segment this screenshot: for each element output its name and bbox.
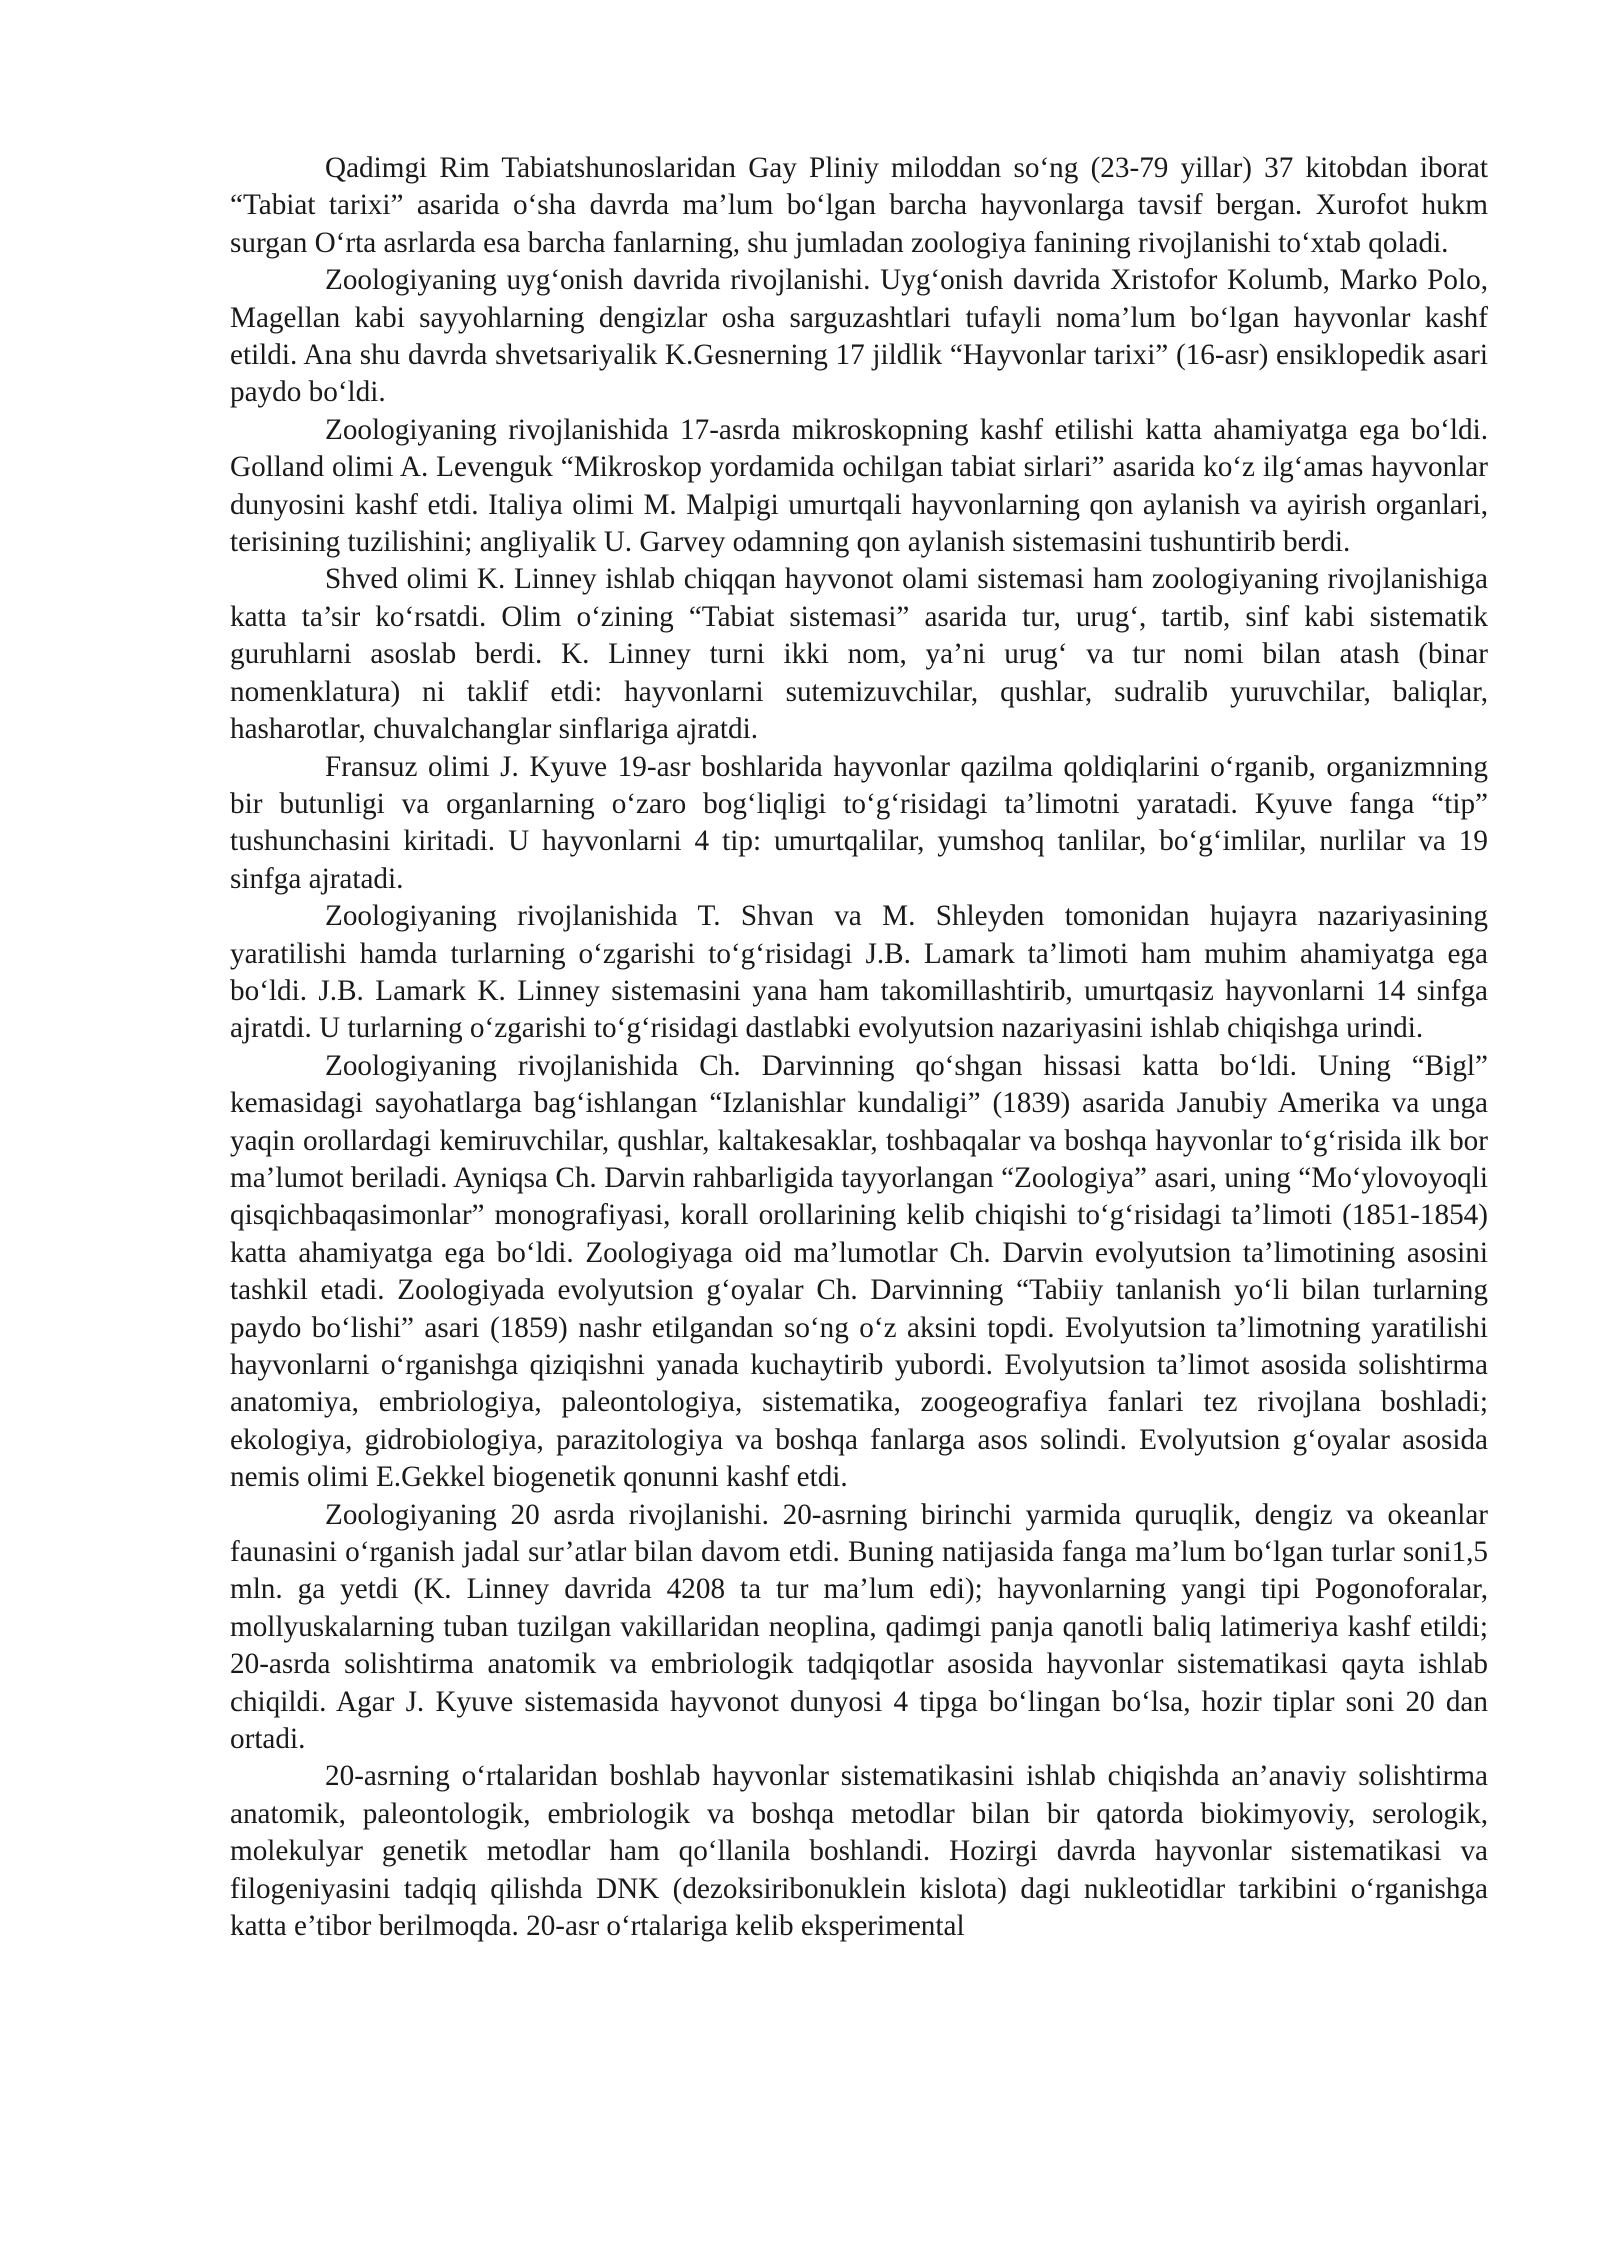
document-body [230,150,1488,1946]
paragraph-darwin: Zoologiyaning rivojlanishida Ch. Darvinning qo‘shgan hissasi katta bo‘ldi. Uning “Bigl” kemasidagi sayohatlarga bag‘ishlangan “Izlanishlar kundaligi” (1839) asarida Janubiy Amerika va unga yaqin orollardagi kemiruvchilar, qushlar, kaltakesaklar, toshbaqalar va boshqa hayvonlar to‘g‘risida ilk bor ma’lumot beriladi. Ayniqsa Ch. Darvin rahbarligida tayyorlangan “Zoologiya” asari, uning “Mo‘ylovoyoqli qisqichbaqasimonlar” monografiyasi, korall orollarining kelib chiqishi to‘g‘risidagi ta’limoti (1851-1854) katta ahamiyatga ega bo‘ldi. Zoologiyaga oid ma’lumotlar Ch. Darvin evolyutsion ta’limotining asosini tashkil etadi. Zoologiyada evolyutsion g‘oyalar Ch. Darvinning “Tabiiy tanlanish yo‘li bilan turlarning paydo bo‘lishi” asari (1859) nashr etilgandan so‘ng o‘z aksini topdi. Evolyutsion ta’limotning yaratilishi hayvonlarni o‘rganishga qiziqishni yanada kuchaytirib yubordi. Evolyutsion ta’limot asosida solishtirma anatomiya, embriologiya, paleontologiya, sistematika, zoogeografiya fanlari tez rivojlana boshladi; ekologiya, gidrobiologiya, parazitologiya va boshqa fanlarga asos solindi. Evolyutsion g‘oyalar asosida nemis olimi E.Gekkel biogenetik qonunni kashf etdi. [230,1049,1488,1494]
paragraph-20th-century: Zoologiyaning 20 asrda rivojlanishi. 20-asrning birinchi yarmida quruqlik, dengiz va okeanlar faunasini o‘rganish jadal sur’atlar bilan davom etdi. Buning natijasida fanga ma’lum bo‘lgan turlar soni1,5 mln. ga yetdi (K. Linney davrida 4208 ta tur ma’lum edi); hayvonlarning yangi tipi Pogonoforalar, mollyuskalarning tuban tuzilgan vakillaridan neoplina, qadimgi panja qanotli baliq latimeriya kashf etildi; 20-asrda solishtirma anatomik va embriologik tadqiqotlar asosida hayvonlar sistematikasi qayta ishlab chiqildi. Agar J. Kyuve sistemasida hayvonot dunyosi 4 tipga bo‘lingan bo‘lsa, hozir tiplar soni 20 dan ortadi. [230,1498,1488,1756]
paragraph-cell-theory: Zoologiyaning rivojlanishida T. Shvan va M. Shleyden tomonidan hujayra nazariyasining yaratilishi hamda turlarning o‘zgarishi to‘g‘risidagi J.B. Lamark ta’limoti ham muhim ahamiyatga ega bo‘ldi. J.B. Lamark K. Linney sistemasini yana ham takomillashtirib, umurtqasiz hayvonlarni 14 sinfga ajratdi. U turlarning o‘zgarishi to‘g‘risidagi dastlabki evolyutsion nazariyasini ishlab chiqishga urindi. [230,900,1488,1045]
paragraph-cuvier: Fransuz olimi J. Kyuve 19-asr boshlarida hayvonlar qazilma qoldiqlarini o‘rganib, organizmning bir butunligi va organlarning o‘zaro bog‘liqligi to‘g‘risidagi ta’limotni yaratadi. Kyuve fanga “tip” tushunchasini kiritadi. U hayvonlarni 4 tip: umurtqalilar, yumshoq tanlilar, bo‘g‘imlilar, nurlilar va 19 sinfga ajratadi. [230,750,1488,895]
paragraph-renaissance: Zoologiyaning uyg‘onish davrida rivojlanishi. Uyg‘onish davrida Xristofor Kolumb, Marko Polo, Magellan kabi sayyohlarning dengizlar osha sarguzashtlari tufayli noma’lum bo‘lgan hayvonlar kashf etildi. Ana shu davrda shvetsariyalik K.Gesnerning 17 jildlik “Hayvonlar tarixi” (16-asr) ensiklopedik asari paydo bo‘ldi. [230,264,1488,409]
paragraph-microscope: Zoologiyaning rivojlanishida 17-asrda mikroskopning kashf etilishi katta ahamiyatga ega bo‘ldi. Golland olimi A. Levenguk “Mikroskop yordamida ochilgan tabiat sirlari” asarida ko‘z ilg‘amas hayvonlar dunyosini kashf etdi. Italiya olimi M. Malpigi umurtqali hayvonlarning qon aylanish va ayirish organlari, terisining tuzilishini; angliyalik U. Garvey odamning qon aylanish sistemasini tushuntirib berdi. [230,413,1488,559]
paragraph-mid-20th-century: 20-asrning o‘rtalaridan boshlab hayvonlar sistematikasini ishlab chiqishda an’anaviy solishtirma anatomik, paleontologik, embriologik va boshqa metodlar bilan bir qatorda biokimyoviy, serologik, molekulyar genetik metodlar ham qo‘llanila boshlandi. Hozirgi davrda hayvonlar sistematikasi va filogeniyasini tadqiq qilishda DNK (dezoksiribonuklein kislota) dagi nukleotidlar tarkibini o‘rganishga katta e’tibor berilmoqda. 20-asr o‘rtalariga kelib eksperimental [230,1760,1488,1943]
paragraph-linnaeus: Shved olimi K. Linney ishlab chiqqan hayvonot olami sistemasi ham zoologiyaning rivojlanishiga katta ta’sir ko‘rsatdi. Olim o‘zining “Tabiat sistemasi” asarida tur, urug‘, tartib, sinf kabi sistematik guruhlarni asoslab berdi. K. Linney turni ikki nom, ya’ni urug‘ va tur nomi bilan atash (binar nomenklatura) ni taklif etdi: hayvonlarni sutemizuvchilar, qushlar, sudralib yuruvchilar, baliqlar, hasharotlar, chuvalchanglar sinflariga ajratdi. [230,563,1488,746]
paragraph-pliny: Qadimgi Rim Tabiatshunoslaridan Gay Pliniy miloddan so‘ng (23-79 yillar) 37 kitobdan iborat “Tabiat tarixi” asarida o‘sha davrda ma’lum bo‘lgan barcha hayvonlarga tavsif bergan. Xurofot hukm surgan O‘rta asrlarda esa barcha fanlarning, shu jumladan zoologiya fanining rivojlanishi to‘xtab qoladi. [230,152,1488,259]
